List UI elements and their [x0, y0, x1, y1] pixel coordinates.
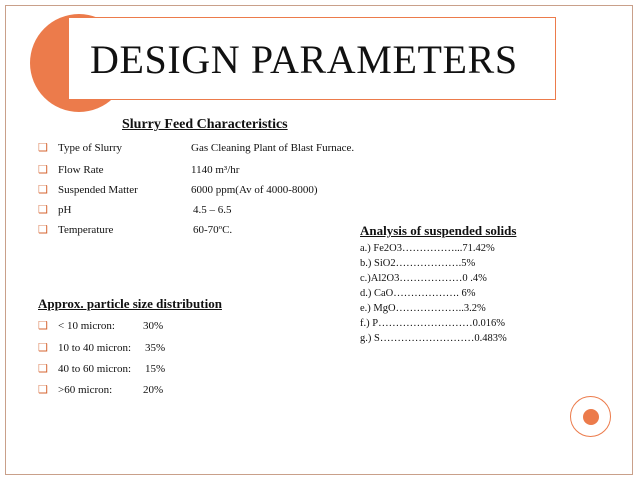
- bullet-icon: ❑: [38, 204, 48, 216]
- slurry-label: Type of Slurry: [58, 142, 122, 154]
- bullet-icon: ❑: [38, 320, 48, 332]
- particle-value: 35%: [145, 342, 166, 354]
- slurry-value: 1140 m³/hr: [191, 164, 240, 176]
- slurry-label: Flow Rate: [58, 164, 104, 176]
- particle-value: 15%: [145, 363, 166, 375]
- slurry-label: Suspended Matter: [58, 184, 138, 196]
- slurry-heading: Slurry Feed Characteristics: [122, 117, 288, 132]
- analysis-line: b.) SiO2……………….5%: [360, 258, 476, 269]
- particle-label: 40 to 60 micron:: [58, 363, 132, 375]
- analysis-line: e.) MgO………………..3.2%: [360, 303, 486, 314]
- particle-label: >60 micron:: [58, 384, 113, 396]
- slurry-value: 6000 ppm(Av of 4000-8000): [191, 184, 318, 196]
- analysis-line: a.) Fe2O3……………...71.42%: [360, 243, 495, 254]
- bullet-icon: ❑: [38, 164, 48, 176]
- bullet-icon: ❑: [38, 342, 48, 354]
- bullet-icon: ❑: [38, 184, 48, 196]
- particle-label: 10 to 40 micron:: [58, 342, 132, 354]
- analysis-line: g.) S………………………0.483%: [360, 333, 507, 344]
- bullet-icon: ❑: [38, 142, 48, 154]
- analysis-line: c.)Al2O3………………0 .4%: [360, 273, 487, 284]
- particle-heading: Approx. particle size distribution: [38, 296, 222, 311]
- slide-title: DESIGN PARAMETERS: [90, 37, 518, 82]
- analysis-heading: Analysis of suspended solids: [360, 223, 517, 238]
- analysis-line: f.) P………………………0.016%: [360, 318, 505, 329]
- slurry-label: Temperature: [58, 224, 114, 236]
- decorative-dot: [583, 409, 599, 425]
- bullet-icon: ❑: [38, 363, 48, 375]
- slurry-value: 4.5 – 6.5: [193, 204, 232, 216]
- analysis-line: d.) CaO………………. 6%: [360, 288, 476, 299]
- slurry-value: 60-70ºC.: [193, 224, 233, 236]
- bullet-icon: ❑: [38, 224, 48, 236]
- particle-value: 20%: [143, 384, 164, 396]
- bullet-icon: ❑: [38, 384, 48, 396]
- slurry-value: Gas Cleaning Plant of Blast Furnace.: [191, 142, 355, 154]
- particle-value: 30%: [143, 320, 164, 332]
- particle-label: < 10 micron:: [58, 320, 115, 332]
- slurry-label: pH: [58, 204, 72, 216]
